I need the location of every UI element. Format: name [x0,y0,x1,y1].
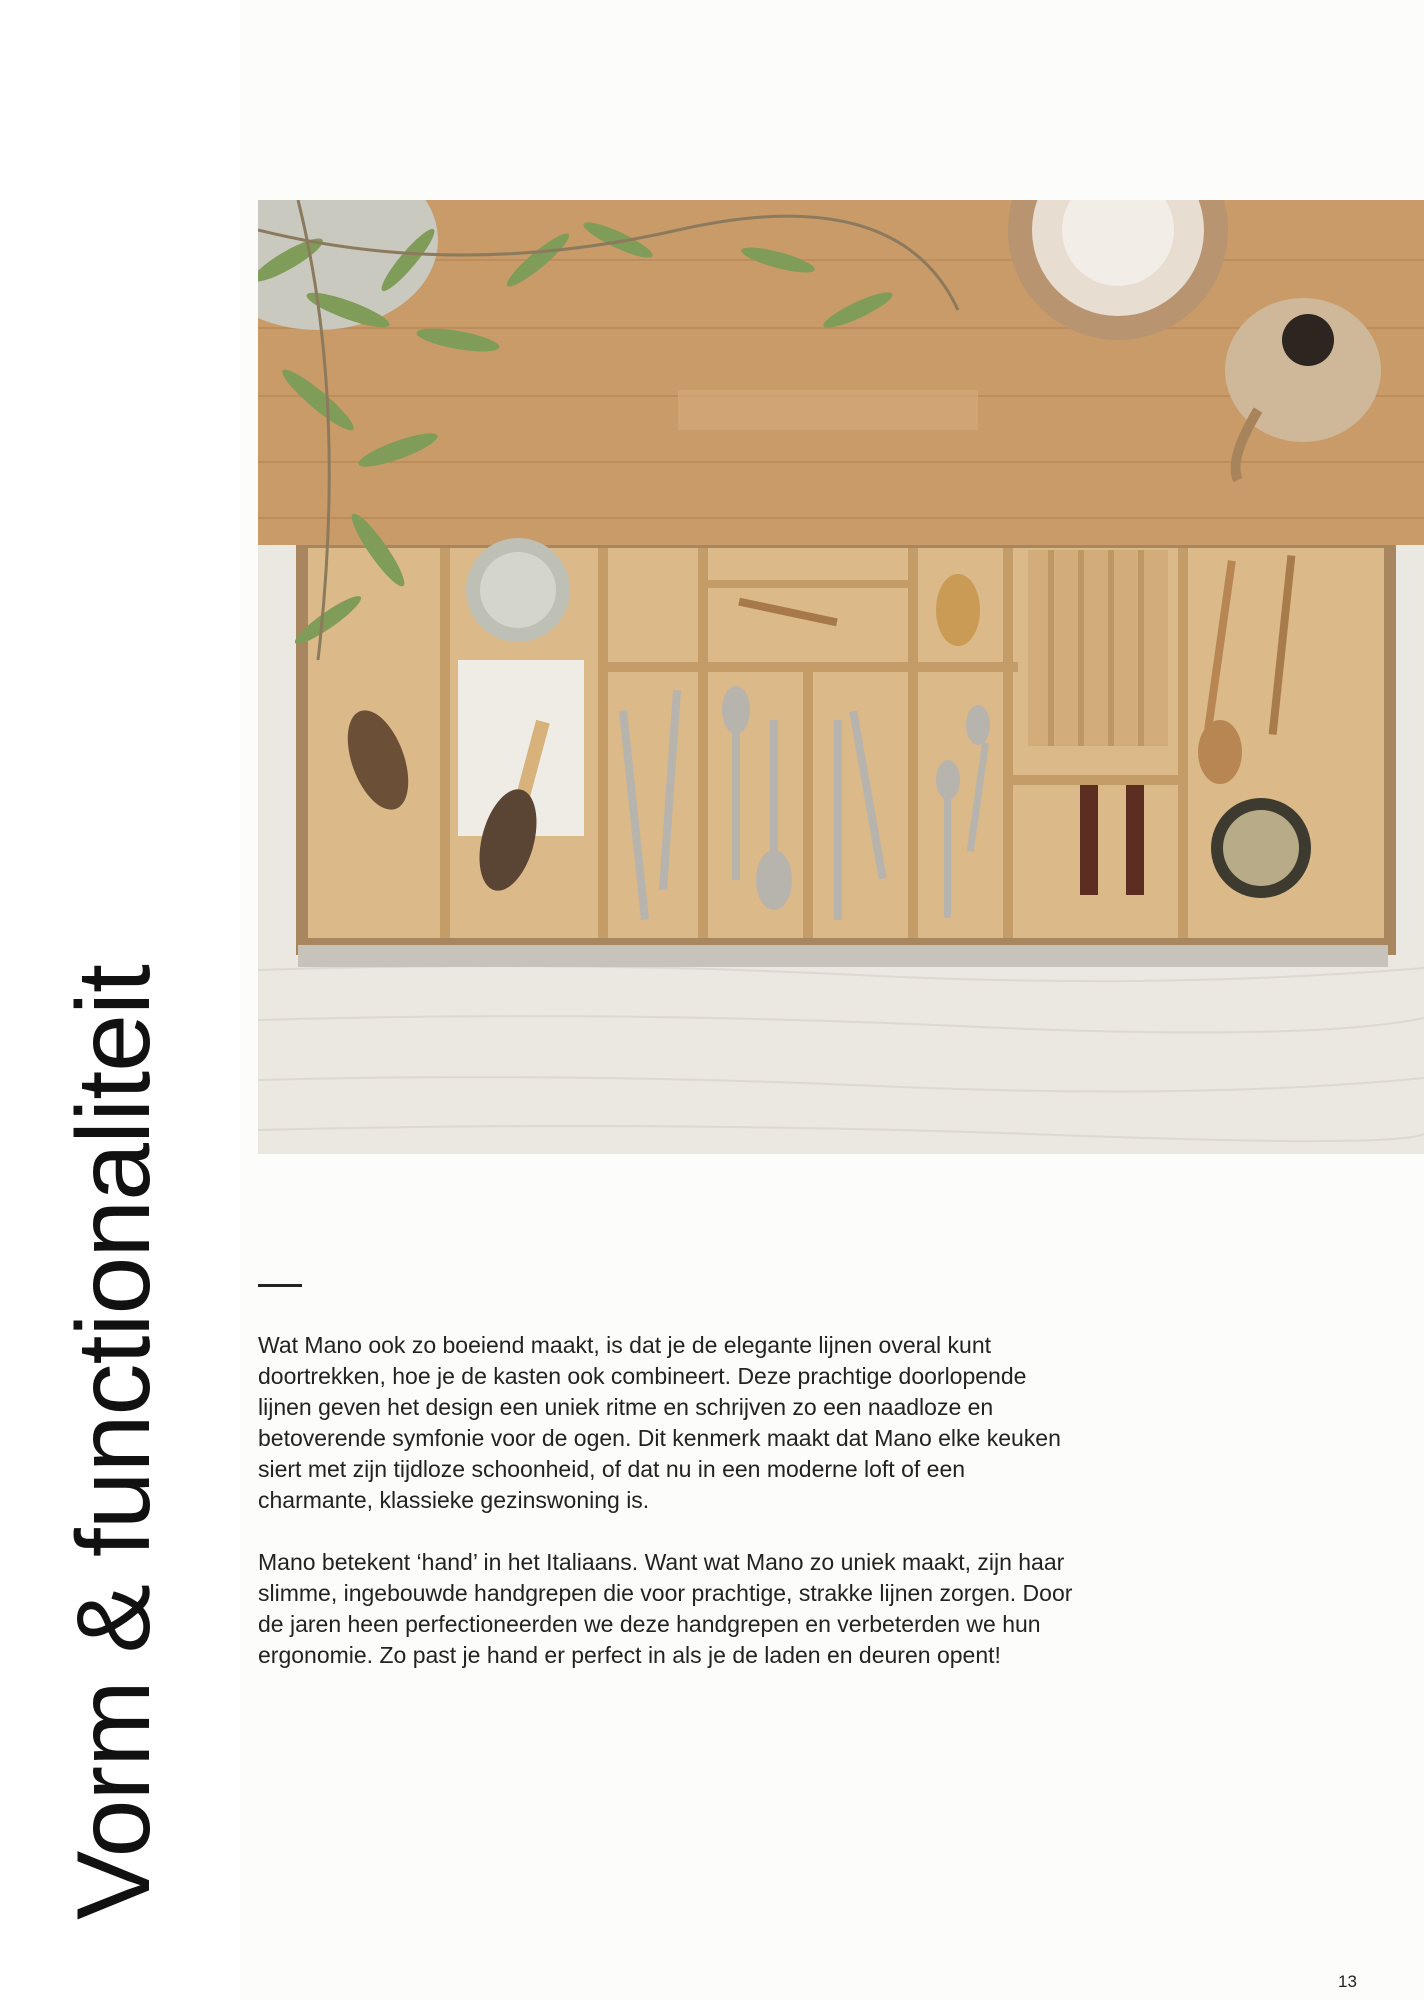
body-text [258,1330,1078,1702]
divider-line [258,1284,302,1287]
kitchen-drawer-photo [258,200,1424,1154]
paragraph-2: Mano betekent ‘hand’ in het Italiaans. Want wat Mano zo uniek maakt, zijn haar slimme, ingebouwde handgrepen die voor prachtige, strakke lijnen zorgen. Door de jaren heen perfectioneerden we deze handgrepen en verbeterden we hun ergonomie. Zo past je hand er perfect in als je de laden en deuren opent! [258,1549,1073,1668]
page-title: Vorm & functionaliteit [56,965,172,1920]
paragraph-1: Wat Mano ook zo boeiend maakt, is dat je de elegante lijnen overal kunt doortrekken, hoe je de kasten ook combineert. Deze prachtige doorlopende lijnen geven het design een uniek ritme en schrijven zo een naadloze en betoverende symfonie voor de ogen. Dit kenmerk maakt dat Mano elke keuken siert met zijn tijdloze schoonheid, of dat nu in een moderne loft of een charmante, klassieke gezinswoning is. [258,1332,1061,1513]
page-number: 13 [1338,1972,1357,1991]
